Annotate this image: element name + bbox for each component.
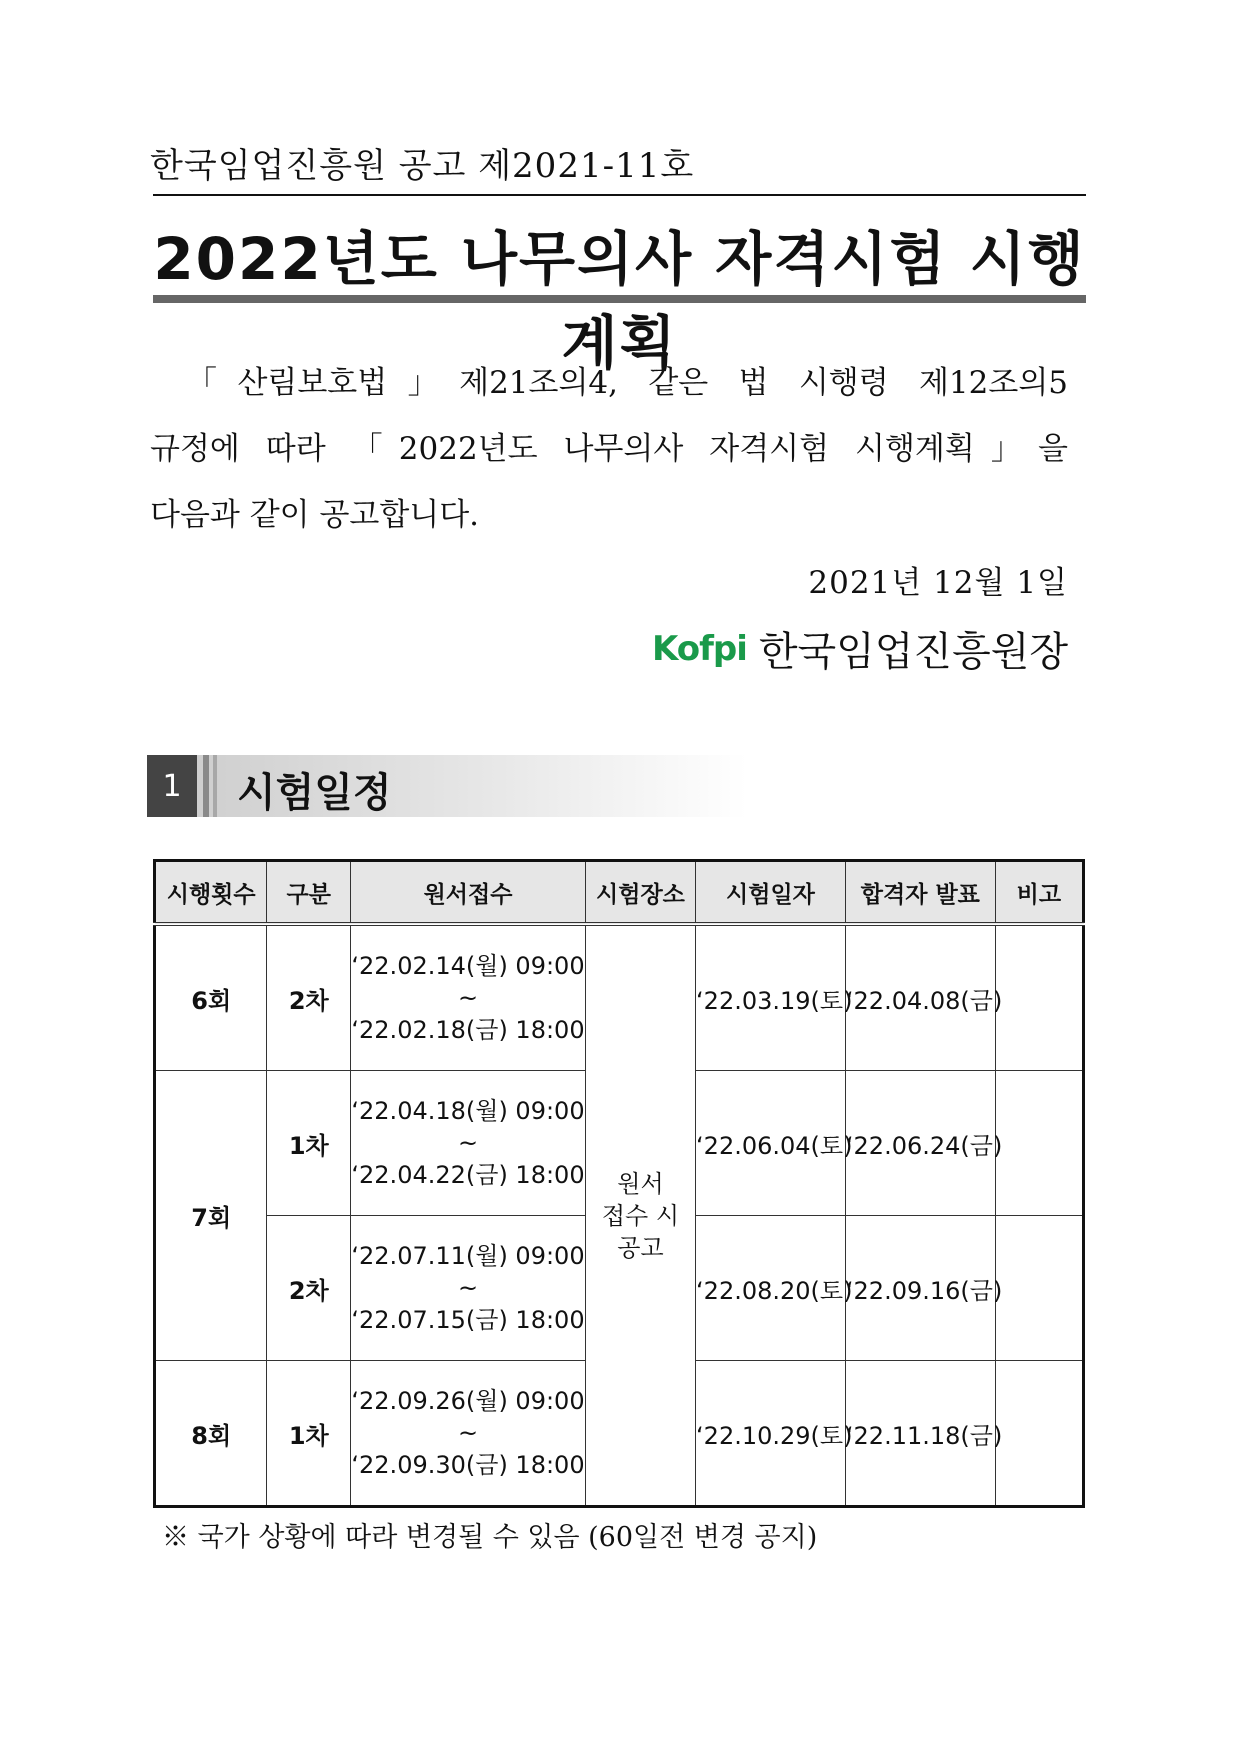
- application-period-cell: [351, 1216, 586, 1361]
- note-cell: [995, 1071, 1083, 1216]
- exam-date-cell: ‘22.06.04(토): [696, 1071, 846, 1216]
- col-header: 시행횟수: [155, 861, 267, 925]
- note-cell: [995, 1216, 1083, 1361]
- exam-date-cell: ‘22.10.29(토): [696, 1361, 846, 1507]
- notice-number: 한국임업진흥원 공고 제2021-11호: [150, 146, 695, 186]
- result-date-cell: ‘22.09.16(금): [845, 1216, 995, 1361]
- tilde: ~: [457, 1274, 479, 1302]
- apply-start: ‘22.04.18(월) 09:00: [351, 1097, 585, 1125]
- col-header: 구분: [267, 861, 351, 925]
- col-header: 합격자 발표: [845, 861, 995, 925]
- part-cell: 2차: [267, 924, 351, 1071]
- round-cell: 7회: [155, 1071, 267, 1361]
- result-date-cell: ‘22.11.18(금): [845, 1361, 995, 1507]
- application-period-cell: [351, 1361, 586, 1507]
- note-cell: [995, 924, 1083, 1071]
- venue-cell: 원서 접수 시 공고: [585, 924, 695, 1507]
- application-period-cell: [351, 924, 586, 1071]
- apply-end: ‘22.02.18(금) 18:00: [351, 1016, 585, 1044]
- footnote: ※ 국가 상황에 따라 변경될 수 있음 (60일전 변경 공지): [162, 1522, 818, 1553]
- apply-end: ‘22.07.15(금) 18:00: [351, 1306, 585, 1334]
- body-line-1: 「산림보호법」제21조의4, 같은 법 시행령 제12조의5: [186, 365, 1068, 401]
- body-line-3: 다음과 같이 공고합니다.: [150, 497, 480, 533]
- round-cell: 6회: [155, 924, 267, 1071]
- tilde: ~: [457, 1419, 479, 1447]
- apply-start: ‘22.02.14(월) 09:00: [351, 952, 585, 980]
- part-cell: 2차: [267, 1216, 351, 1361]
- round-cell: 8회: [155, 1361, 267, 1507]
- document-title: 2022년도 나무의사 자격시험 시행계획: [153, 225, 1086, 377]
- issuer: [652, 620, 1068, 677]
- apply-start: ‘22.07.11(월) 09:00: [351, 1242, 585, 1270]
- exam-schedule-table: [153, 859, 1085, 1508]
- apply-end: ‘22.09.30(금) 18:00: [351, 1451, 585, 1479]
- title-underline: [153, 295, 1086, 303]
- tilde: ~: [457, 1129, 479, 1157]
- announcement-body: [150, 350, 1068, 548]
- part-cell: 1차: [267, 1361, 351, 1507]
- tilde: ~: [457, 984, 479, 1012]
- result-date-cell: ‘22.06.24(금): [845, 1071, 995, 1216]
- col-header: 비고: [995, 861, 1083, 925]
- table-header-row: [155, 861, 1084, 925]
- section-header: [147, 755, 747, 817]
- col-header: 시험장소: [585, 861, 695, 925]
- col-header: 원서접수: [351, 861, 586, 925]
- exam-date-cell: ‘22.08.20(토): [696, 1216, 846, 1361]
- apply-end: ‘22.04.22(금) 18:00: [351, 1161, 585, 1189]
- note-cell: [995, 1361, 1083, 1507]
- header-rule: [153, 194, 1086, 196]
- table-row: [155, 924, 1084, 1071]
- section-title: 시험일정: [237, 770, 392, 816]
- issuer-name: 한국임업진흥원장: [758, 629, 1068, 675]
- col-header: 시험일자: [696, 861, 846, 925]
- kofpi-logo: Kofpi: [651, 628, 747, 669]
- apply-start: ‘22.09.26(월) 09:00: [351, 1387, 585, 1415]
- result-date-cell: ‘22.04.08(금): [845, 924, 995, 1071]
- part-cell: 1차: [267, 1071, 351, 1216]
- publication-date: 2021년 12월 1일: [808, 565, 1068, 601]
- exam-date-cell: ‘22.03.19(토): [696, 924, 846, 1071]
- body-line-2: 규정에 따라 「2022년도 나무의사 자격시험 시행계획」을: [150, 431, 1068, 467]
- section-number: 1: [147, 755, 197, 817]
- application-period-cell: [351, 1071, 586, 1216]
